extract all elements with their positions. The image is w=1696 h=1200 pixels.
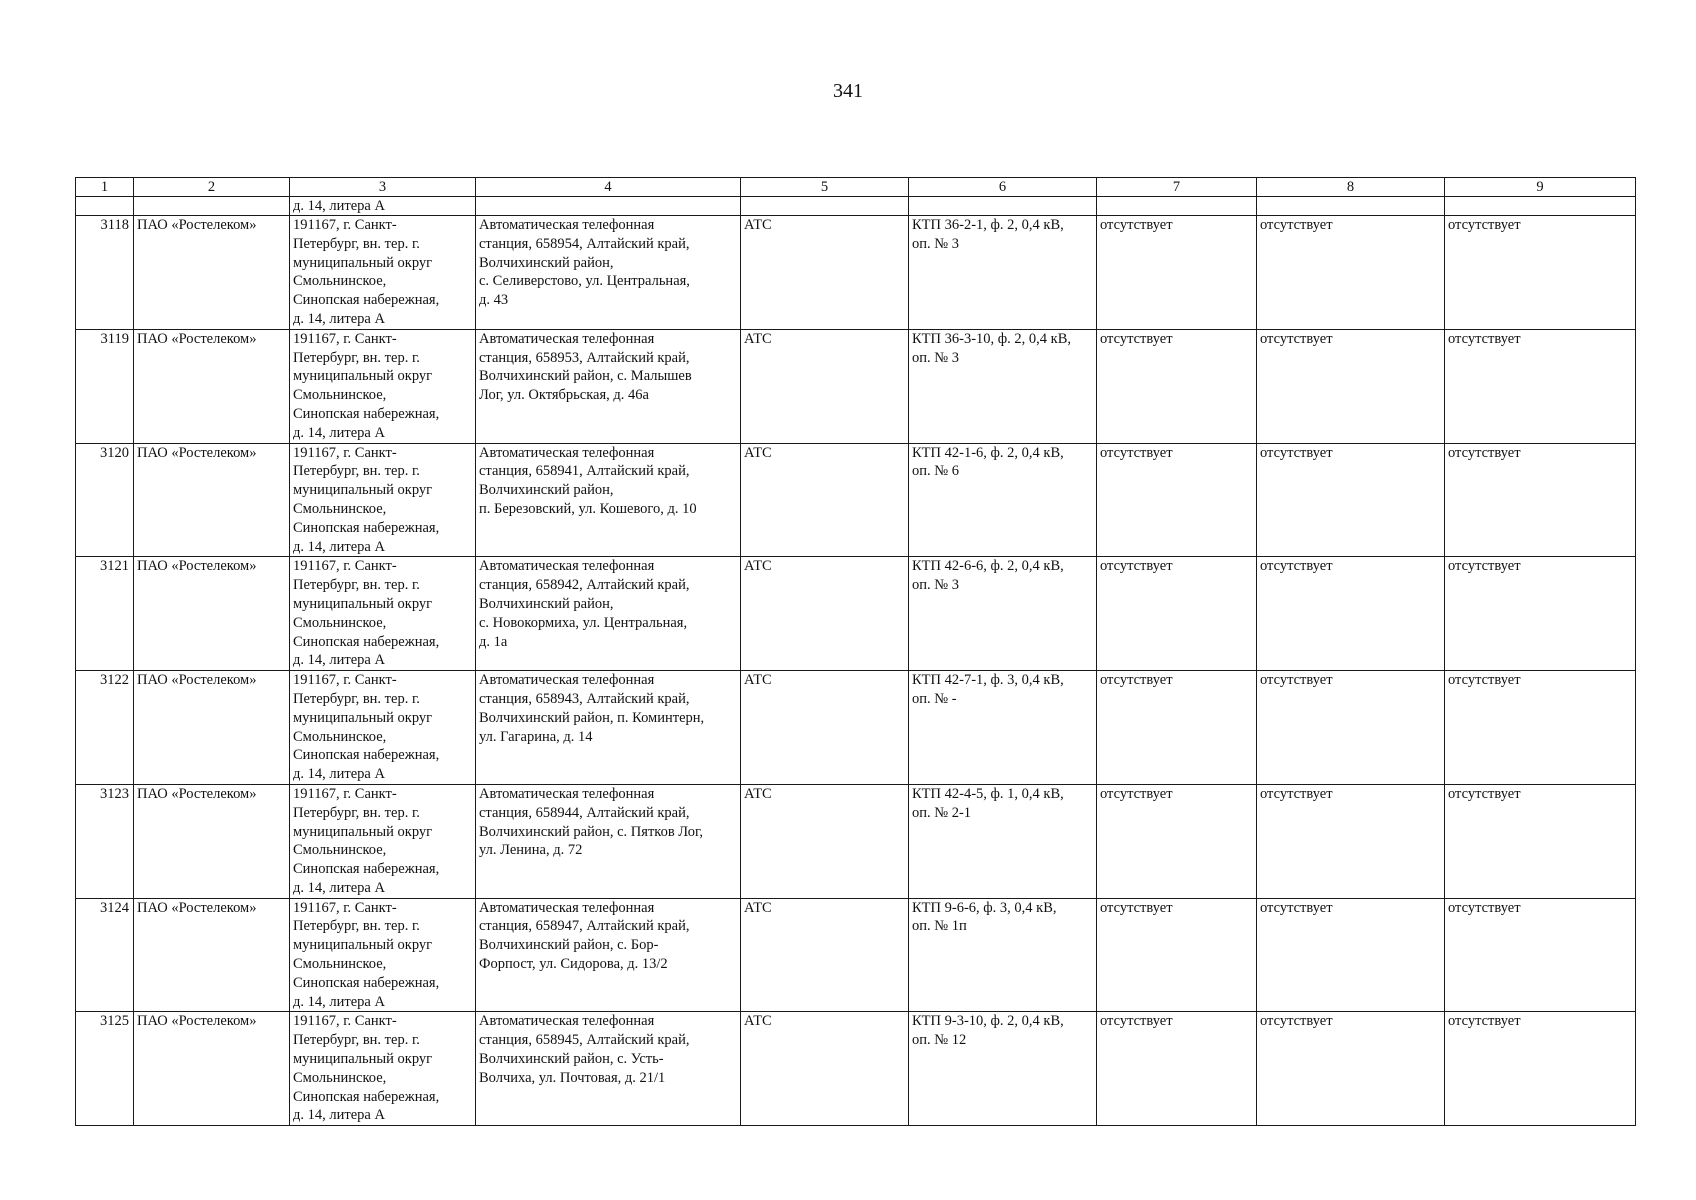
- table-row: [76, 443, 1636, 557]
- address-cell: 191167, г. Санкт- Петербург, вн. тер. г. муниципальный округ Смольнинское, Синопская набережная, д. 14, литера А: [290, 671, 476, 785]
- header-cell: 4: [476, 178, 741, 197]
- table-cell: [741, 197, 909, 216]
- table-body: [76, 178, 1636, 1126]
- organization-cell: ПАО «Ростелеком»: [134, 1012, 290, 1126]
- table-cell: [1097, 197, 1257, 216]
- column-8-cell: отсутствует: [1257, 216, 1445, 330]
- column-8-cell: отсутствует: [1257, 329, 1445, 443]
- column-8-cell: отсутствует: [1257, 557, 1445, 671]
- organization-cell: ПАО «Ростелеком»: [134, 216, 290, 330]
- object-cell: Автоматическая телефонная станция, 658954, Алтайский край, Волчихинский район, с. Селиверстово, ул. Центральная, д. 43: [476, 216, 741, 330]
- address-cell: 191167, г. Санкт- Петербург, вн. тер. г. муниципальный округ Смольнинское, Синопская набережная, д. 14, литера А: [290, 216, 476, 330]
- column-8-cell: отсутствует: [1257, 1012, 1445, 1126]
- address-cell: 191167, г. Санкт- Петербург, вн. тер. г. муниципальный округ Смольнинское, Синопская набережная, д. 14, литера А: [290, 1012, 476, 1126]
- supply-point-cell: КТП 9-6-6, ф. 3, 0,4 кВ, оп. № 1п: [909, 898, 1097, 1012]
- column-7-cell: отсутствует: [1097, 1012, 1257, 1126]
- organization-cell: ПАО «Ростелеком»: [134, 784, 290, 898]
- supply-point-cell: КТП 42-1-6, ф. 2, 0,4 кВ, оп. № 6: [909, 443, 1097, 557]
- object-cell: Автоматическая телефонная станция, 658942, Алтайский край, Волчихинский район, с. Новокормиха, ул. Центральная, д. 1а: [476, 557, 741, 671]
- object-type-cell: АТС: [741, 557, 909, 671]
- column-7-cell: отсутствует: [1097, 443, 1257, 557]
- table-cell: [476, 197, 741, 216]
- header-cell: 8: [1257, 178, 1445, 197]
- column-7-cell: отсутствует: [1097, 671, 1257, 785]
- table-cell: [1445, 197, 1636, 216]
- table-cell: [909, 197, 1097, 216]
- address-cell: 191167, г. Санкт- Петербург, вн. тер. г. муниципальный округ Смольнинское, Синопская набережная, д. 14, литера А: [290, 784, 476, 898]
- table-cell: [1257, 197, 1445, 216]
- column-8-cell: отсутствует: [1257, 784, 1445, 898]
- address-cell: 191167, г. Санкт- Петербург, вн. тер. г. муниципальный округ Смольнинское, Синопская набережная, д. 14, литера А: [290, 329, 476, 443]
- table-row: [76, 1012, 1636, 1126]
- table-cell: [134, 197, 290, 216]
- row-number: 3121: [76, 557, 134, 671]
- column-8-cell: отсутствует: [1257, 898, 1445, 1012]
- organization-cell: ПАО «Ростелеком»: [134, 557, 290, 671]
- registry-table: [75, 177, 1636, 1126]
- organization-cell: ПАО «Ростелеком»: [134, 329, 290, 443]
- column-9-cell: отсутствует: [1445, 898, 1636, 1012]
- supply-point-cell: КТП 36-2-1, ф. 2, 0,4 кВ, оп. № 3: [909, 216, 1097, 330]
- column-7-cell: отсутствует: [1097, 784, 1257, 898]
- organization-cell: ПАО «Ростелеком»: [134, 443, 290, 557]
- object-type-cell: АТС: [741, 1012, 909, 1126]
- object-cell: Автоматическая телефонная станция, 658953, Алтайский край, Волчихинский район, с. Малышев Лог, ул. Октябрьская, д. 46а: [476, 329, 741, 443]
- column-9-cell: отсутствует: [1445, 671, 1636, 785]
- column-9-cell: отсутствует: [1445, 216, 1636, 330]
- column-7-cell: отсутствует: [1097, 216, 1257, 330]
- header-cell: 5: [741, 178, 909, 197]
- object-type-cell: АТС: [741, 216, 909, 330]
- address-cell: 191167, г. Санкт- Петербург, вн. тер. г. муниципальный округ Смольнинское, Синопская набережная, д. 14, литера А: [290, 898, 476, 1012]
- row-number: 3125: [76, 1012, 134, 1126]
- table-cell: д. 14, литера А: [290, 197, 476, 216]
- header-cell: 1: [76, 178, 134, 197]
- header-cell: 6: [909, 178, 1097, 197]
- object-type-cell: АТС: [741, 329, 909, 443]
- table-row: [76, 671, 1636, 785]
- column-8-cell: отсутствует: [1257, 671, 1445, 785]
- object-cell: Автоматическая телефонная станция, 658947, Алтайский край, Волчихинский район, с. Бор- Форпост, ул. Сидорова, д. 13/2: [476, 898, 741, 1012]
- row-number: 3119: [76, 329, 134, 443]
- header-cell: 2: [134, 178, 290, 197]
- header-row: [76, 178, 1636, 197]
- row-number: 3124: [76, 898, 134, 1012]
- column-9-cell: отсутствует: [1445, 1012, 1636, 1126]
- organization-cell: ПАО «Ростелеком»: [134, 671, 290, 785]
- column-8-cell: отсутствует: [1257, 443, 1445, 557]
- supply-point-cell: КТП 42-4-5, ф. 1, 0,4 кВ, оп. № 2-1: [909, 784, 1097, 898]
- object-type-cell: АТС: [741, 443, 909, 557]
- column-9-cell: отсутствует: [1445, 557, 1636, 671]
- table-cell: [76, 197, 134, 216]
- supply-point-cell: КТП 36-3-10, ф. 2, 0,4 кВ, оп. № 3: [909, 329, 1097, 443]
- address-cell: 191167, г. Санкт- Петербург, вн. тер. г. муниципальный округ Смольнинское, Синопская набережная, д. 14, литера А: [290, 557, 476, 671]
- header-cell: 7: [1097, 178, 1257, 197]
- column-7-cell: отсутствует: [1097, 557, 1257, 671]
- object-cell: Автоматическая телефонная станция, 658941, Алтайский край, Волчихинский район, п. Березовский, ул. Кошевого, д. 10: [476, 443, 741, 557]
- row-number: 3123: [76, 784, 134, 898]
- table-row: [76, 784, 1636, 898]
- column-9-cell: отсутствует: [1445, 329, 1636, 443]
- header-cell: 9: [1445, 178, 1636, 197]
- object-type-cell: АТС: [741, 898, 909, 1012]
- table-row: [76, 329, 1636, 443]
- supply-point-cell: КТП 9-3-10, ф. 2, 0,4 кВ, оп. № 12: [909, 1012, 1097, 1126]
- column-7-cell: отсутствует: [1097, 329, 1257, 443]
- table-row: [76, 216, 1636, 330]
- table-row: [76, 557, 1636, 671]
- page-number: 341: [833, 80, 863, 102]
- object-cell: Автоматическая телефонная станция, 658945, Алтайский край, Волчихинский район, с. Усть- Волчиха, ул. Почтовая, д. 21/1: [476, 1012, 741, 1126]
- supply-point-cell: КТП 42-6-6, ф. 2, 0,4 кВ, оп. № 3: [909, 557, 1097, 671]
- column-9-cell: отсутствует: [1445, 443, 1636, 557]
- object-cell: Автоматическая телефонная станция, 658943, Алтайский край, Волчихинский район, п. Коминтерн, ул. Гагарина, д. 14: [476, 671, 741, 785]
- column-9-cell: отсутствует: [1445, 784, 1636, 898]
- object-type-cell: АТС: [741, 671, 909, 785]
- address-cell: 191167, г. Санкт- Петербург, вн. тер. г. муниципальный округ Смольнинское, Синопская набережная, д. 14, литера А: [290, 443, 476, 557]
- table-row: [76, 898, 1636, 1012]
- object-type-cell: АТС: [741, 784, 909, 898]
- continuation-row: [76, 197, 1636, 216]
- row-number: 3120: [76, 443, 134, 557]
- column-7-cell: отсутствует: [1097, 898, 1257, 1012]
- row-number: 3122: [76, 671, 134, 785]
- header-cell: 3: [290, 178, 476, 197]
- row-number: 3118: [76, 216, 134, 330]
- object-cell: Автоматическая телефонная станция, 658944, Алтайский край, Волчихинский район, с. Пятков Лог, ул. Ленина, д. 72: [476, 784, 741, 898]
- supply-point-cell: КТП 42-7-1, ф. 3, 0,4 кВ, оп. № -: [909, 671, 1097, 785]
- organization-cell: ПАО «Ростелеком»: [134, 898, 290, 1012]
